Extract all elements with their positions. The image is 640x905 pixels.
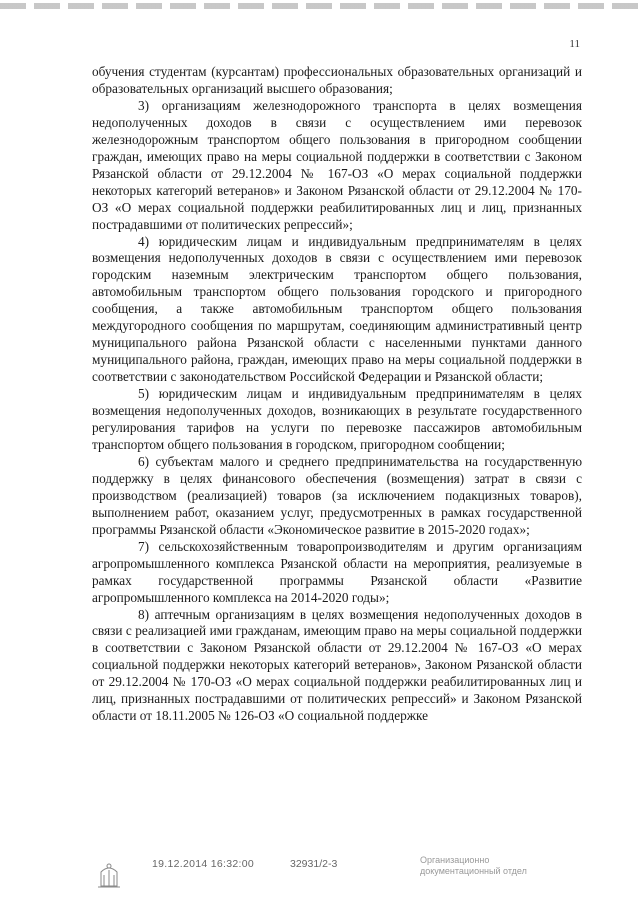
document-body <box>92 64 582 725</box>
paragraph-continuation: обучения студентам (курсантам) профессиональных образовательных организаций и образовательных организаций высшего образования; <box>92 64 582 96</box>
department-line-2: документационный отдел <box>420 866 527 876</box>
department-stamp <box>420 855 550 877</box>
paragraph-item-6: 6) субъектам малого и среднего предпринимательства на государственную поддержку в целях финансового обеспечения (возмещения) затрат в связи с производством (реализацией) товаров (за исключением подакцизных товаров), выполнением работ, оказанием услуг, предусмотренных в рамках государственной программы Рязанской области «Экономическое развитие в 2015-2020 годах»; <box>92 453 582 537</box>
coat-of-arms-icon <box>92 858 126 892</box>
registration-number: 32931/2-3 <box>290 858 338 870</box>
paragraph-item-5: 5) юридическим лицам и индивидуальным предпринимателям в целях возмещения недополученных доходов, возникающих в результате государственного регулирования тарифов на услуги по перевозке пассажиров автомобильным транспортом общего пользования в городском, пригородном сообщении; <box>92 386 582 452</box>
scan-top-edge <box>0 3 640 9</box>
paragraph-item-8: 8) аптечным организациям в целях возмещения недополученных доходов в связи с реализацией ими гражданам, имеющим право на меры социальной поддержки в соответствии с Законом Рязанской области от 29.12.2004 № 167-ОЗ «О мерах социальной поддержки некоторых категорий ветеранов», Законом Рязанской области от 29.12.2004 № 170-ОЗ «О мерах социальной поддержки реабилитированных лиц и лиц, признанных пострадавшими от политических репрессий» и Законом Рязанской области от 18.11.2005 № 126-ОЗ «О социальной поддержке <box>92 606 582 724</box>
department-line-1: Организационно <box>420 855 490 865</box>
paragraph-item-4: 4) юридическим лицам и индивидуальным предпринимателям в целях возмещения недополученных доходов в связи с осуществлением ими перевозок городским наземным электрическим транспортом общего пользования, автомобильным транспортом общего пользования городского и пригородного сообщения, а также автомобильным транспортом общего пользования междугородного сообщения по маршрутам, соединяющим административный центр муниципального района Рязанской области с населенными пунктами данного муниципального района, граждан, имеющих право на меры социальной поддержки в соответствии с законодательством Российской Федерации и Рязанской области; <box>92 233 582 385</box>
page-number: 11 <box>569 38 580 50</box>
print-timestamp: 19.12.2014 16:32:00 <box>152 858 255 870</box>
paragraph-item-7: 7) сельскохозяйственным товаропроизводителям и другим организациям агропромышленного комплекса Рязанской области на мероприятия, реализуемые в рамках государственной программы Рязанской области «Развитие агропромышленного комплекса на 2014-2020 годы»; <box>92 538 582 605</box>
paragraph-item-3: 3) организациям железнодорожного транспорта в целях возмещения недополученных доходов в связи с осуществлением ими перевозок железнодорожным транспортом общего пользования в пригородном сообщении граждан, имеющих право на меры социальной поддержки в соответствии с Законом Рязанской области от 29.12.2004 № 167-ОЗ «О мерах социальной поддержки некоторых категорий ветеранов» и Законом Рязанской области от 29.12.2004 № 170-ОЗ «О мерах социальной поддержки реабилитированных лиц и лиц, признанных пострадавшими от политических репрессий»; <box>92 97 582 232</box>
